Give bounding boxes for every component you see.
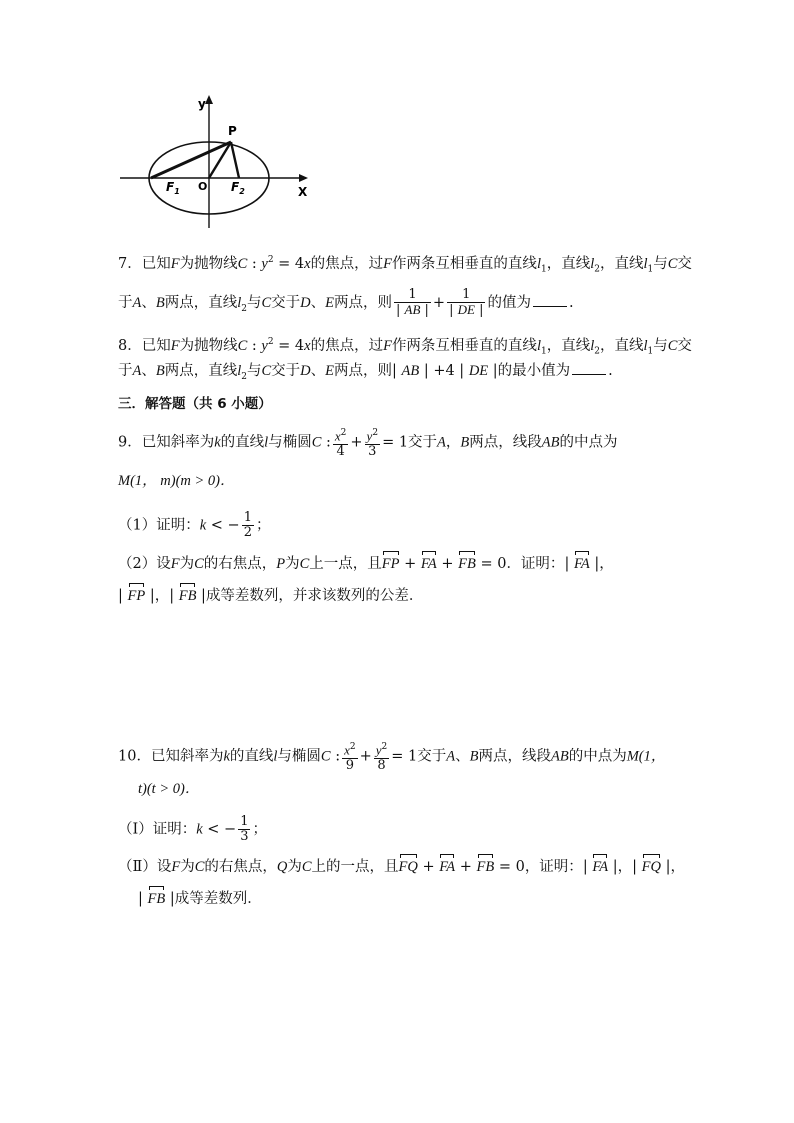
q10-fraction-third: $\frac{1}{3}$ [240, 814, 249, 844]
point-p-label: P [228, 124, 237, 138]
focus-f2-label: $F_2$ [231, 180, 245, 196]
q8-line-2: 于A、B两点，直线$l_2$与C交于D、E两点，则| AB | +4 | DE |的最小值为 . [118, 363, 613, 382]
q9-fraction-x: $\frac{x^2}{4}$ [334, 428, 347, 460]
q10-fraction-x: $\frac{x^2}{9}$ [344, 742, 356, 774]
q7-fraction-ab: $\frac{1}{| AB |}$ [396, 287, 429, 318]
q9-fraction-y: $\frac{y^2}{3}$ [366, 428, 379, 460]
segment-f2-p [231, 142, 239, 178]
ellipse-figure [118, 92, 318, 232]
x-axis-label: X [298, 185, 308, 199]
q9-fraction-half: $\frac{1}{2}$ [243, 510, 252, 540]
y-axis-label: y [198, 97, 206, 111]
q10-fraction-y: $\frac{y^2}{8}$ [375, 742, 388, 774]
q7-answer-blank[interactable] [533, 294, 567, 307]
x-axis-arrow-icon [299, 174, 308, 182]
q9-line-1: 9．已知斜率为k的直线l与椭圆C : $\frac{x^2}{4}$ + $\frac{y^2}{3}$ = 1交于A，B两点，线段AB的中点为 [118, 428, 618, 460]
q10-part-2-line-2: | FB |成等差数列． [138, 888, 262, 910]
q10-line-1: 10．已知斜率为k的直线l与椭圆C : $\frac{x^2}{9}$ + $\frac{y^2}{8}$ = 1交于A、B两点，线段AB的中点为M(1， [118, 742, 666, 774]
q7-line-2: 于A、B两点，直线$l_2$与C交于D、E两点，则 $\frac{1}{| AB |}$ + $\frac{1}{| DE |}$ 的值为 . [118, 287, 574, 318]
q7-fraction-de: $\frac{1}{| DE |}$ [449, 287, 484, 318]
q9-line-2: M(1， m)(m > 0)． [118, 473, 235, 489]
y-axis-arrow-icon [205, 95, 213, 104]
q9-part-2-line-1: （2）设F为C的右焦点，P为C上一点，且FP + FA + FB = 0．证明：| FA |， [118, 553, 614, 575]
q10-line-2: t)(t > 0)． [138, 781, 200, 797]
q9-part-2-line-2: | FP |，| FB |成等差数列，并求该数列的公差． [118, 585, 423, 607]
q10-part-2-line-1: （Ⅱ）设F为C的右焦点，Q为C上的一点，且FQ + FA + FB = 0，证明：| FA |，| FQ |， [118, 856, 685, 878]
q7-line-1: 7．已知F为抛物线C : $y^2 = 4x$的焦点，过F作两条互相垂直的直线$l_1$，直线$l_2$，直线$l_1$与C交 [118, 255, 692, 275]
q9-part-1: （1）证明：k < − $\frac{1}{2}$ ； [118, 510, 271, 540]
focus-f1-label: $F_1$ [166, 180, 180, 196]
q8-line-1: 8．已知F为抛物线C : $y^2 = 4x$的焦点，过F作两条互相垂直的直线$l_1$，直线$l_2$，直线$l_1$与C交 [118, 337, 692, 357]
q10-part-1: （Ⅰ）证明：k < − $\frac{1}{3}$ ； [118, 814, 267, 844]
section-3-title: 三．解答题（共 6 小题） [118, 396, 272, 412]
q8-answer-blank[interactable] [572, 362, 606, 375]
origin-label: O [198, 180, 208, 193]
